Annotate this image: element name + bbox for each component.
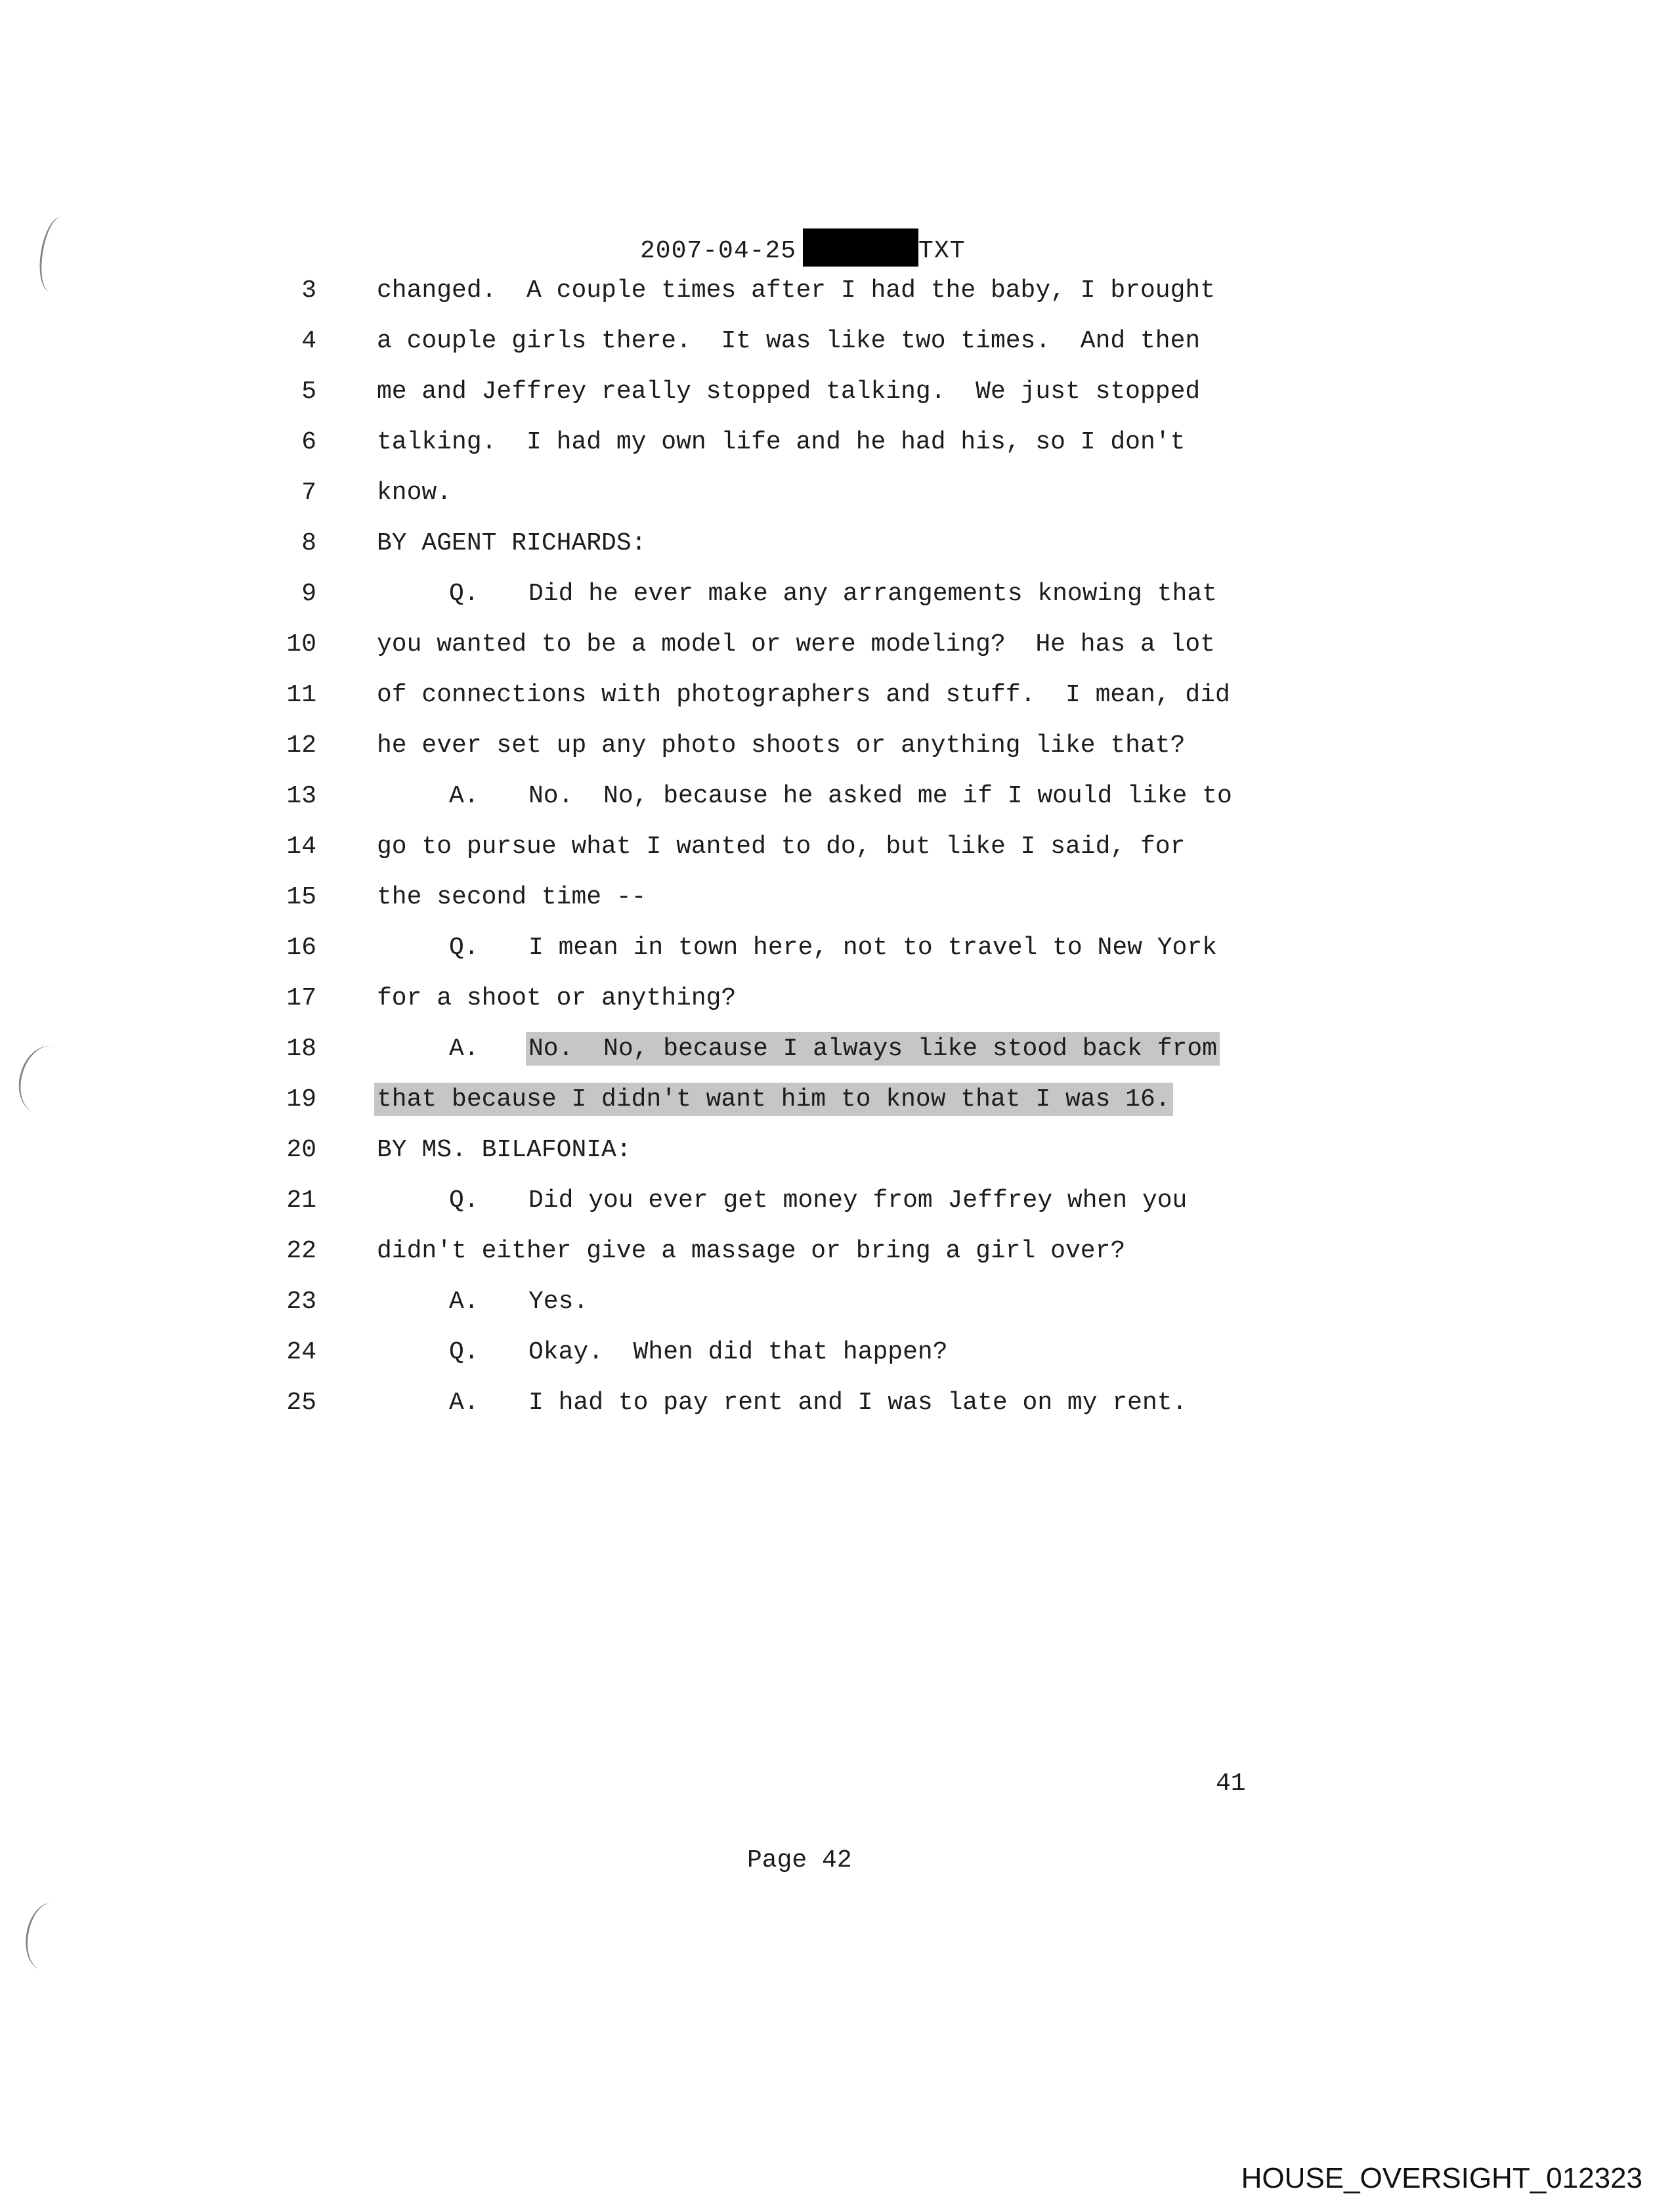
qa-prefix: A. bbox=[449, 1389, 479, 1417]
qa-prefix: Q. bbox=[449, 580, 479, 608]
line-text: changed. A couple times after I had the baby, I brought bbox=[377, 276, 1216, 305]
line-number: 16 bbox=[286, 934, 316, 962]
line-text: I mean in town here, not to travel to New York bbox=[528, 934, 1217, 962]
line-number: 9 bbox=[301, 580, 316, 608]
scan-artifact-middle bbox=[11, 1040, 78, 1120]
line-number: 3 bbox=[301, 276, 316, 305]
transcript-line bbox=[276, 417, 1457, 467]
line-text: a couple girls there. It was like two times. And then bbox=[377, 327, 1201, 355]
transcript-line bbox=[276, 1175, 1457, 1226]
transcript-line bbox=[276, 265, 1457, 316]
scan-artifact-top bbox=[35, 215, 76, 294]
line-number: 23 bbox=[286, 1288, 316, 1316]
line-text: I had to pay rent and I was late on my rent. bbox=[528, 1389, 1188, 1417]
line-text: of connections with photographers and stuff. I mean, did bbox=[377, 681, 1230, 709]
qa-prefix: A. bbox=[449, 1035, 479, 1063]
line-content bbox=[377, 821, 1185, 872]
line-number: 19 bbox=[286, 1085, 316, 1114]
transcript-line bbox=[276, 1074, 1457, 1125]
line-content bbox=[377, 872, 646, 922]
scan-artifact-bottom bbox=[21, 1899, 73, 1972]
line-content bbox=[377, 771, 1232, 821]
line-content bbox=[377, 467, 452, 518]
line-number: 6 bbox=[301, 428, 316, 456]
transcript-line bbox=[276, 1226, 1457, 1276]
qa-prefix: Q. bbox=[449, 1338, 479, 1366]
line-number: 15 bbox=[286, 883, 316, 911]
line-content bbox=[377, 1327, 948, 1377]
line-content bbox=[377, 1377, 1187, 1428]
transcript-line bbox=[276, 366, 1457, 417]
line-number: 11 bbox=[286, 681, 316, 709]
line-text: go to pursue what I wanted to do, but like I said, for bbox=[377, 833, 1186, 861]
line-number: 14 bbox=[286, 833, 316, 861]
line-text: for a shoot or anything? bbox=[377, 984, 737, 1012]
line-content bbox=[377, 720, 1185, 771]
line-number: 10 bbox=[286, 630, 316, 659]
line-content bbox=[377, 922, 1217, 973]
transcript-line bbox=[276, 316, 1457, 366]
line-text: No. No, because he asked me if I would like to bbox=[528, 782, 1232, 810]
transcript-line bbox=[276, 1377, 1457, 1428]
line-text: Yes. bbox=[528, 1288, 589, 1316]
line-content bbox=[377, 1125, 632, 1175]
line-content bbox=[377, 1074, 1170, 1125]
transcript-line bbox=[276, 872, 1457, 922]
line-number: 20 bbox=[286, 1136, 316, 1164]
bates-number: HOUSE_OVERSIGHT_012323 bbox=[1241, 2162, 1642, 2194]
line-number: 7 bbox=[301, 479, 316, 507]
line-text: Did you ever get money from Jeffrey when you bbox=[528, 1186, 1188, 1215]
line-content bbox=[377, 316, 1200, 366]
transcript-line bbox=[276, 1125, 1457, 1175]
line-text: the second time -- bbox=[377, 883, 647, 911]
line-number: 21 bbox=[286, 1186, 316, 1215]
line-content bbox=[377, 569, 1217, 619]
line-number: 13 bbox=[286, 782, 316, 810]
line-number: 22 bbox=[286, 1237, 316, 1265]
transcript-line bbox=[276, 771, 1457, 821]
line-content bbox=[377, 265, 1215, 316]
page-label: Page 42 bbox=[747, 1846, 852, 1875]
line-text: he ever set up any photo shoots or anything like that? bbox=[377, 731, 1186, 760]
line-number: 4 bbox=[301, 327, 316, 355]
transcript-line bbox=[276, 1024, 1457, 1074]
line-content bbox=[377, 670, 1230, 720]
transcript-line bbox=[276, 569, 1457, 619]
line-content bbox=[377, 417, 1185, 467]
line-text: you wanted to be a model or were modeling? He has a lot bbox=[377, 630, 1216, 659]
transcript-line bbox=[276, 1327, 1457, 1377]
redaction-box bbox=[803, 228, 918, 267]
line-number: 17 bbox=[286, 984, 316, 1012]
transcript-line bbox=[276, 1276, 1457, 1327]
line-content bbox=[377, 1024, 1217, 1074]
transcript-line bbox=[276, 922, 1457, 973]
line-content bbox=[377, 366, 1200, 417]
transcript-line bbox=[276, 467, 1457, 518]
line-content bbox=[377, 1276, 588, 1327]
line-number: 8 bbox=[301, 529, 316, 557]
header-date: 2007-04-25 bbox=[640, 237, 797, 265]
qa-prefix: Q. bbox=[449, 934, 479, 962]
transcript-line bbox=[276, 821, 1457, 872]
line-number: 12 bbox=[286, 731, 316, 760]
line-number: 5 bbox=[301, 378, 316, 406]
line-text: that because I didn't want him to know that I was 16. bbox=[377, 1085, 1170, 1114]
transcript-line bbox=[276, 720, 1457, 771]
document-header bbox=[640, 228, 965, 267]
line-content bbox=[377, 518, 646, 569]
line-number: 24 bbox=[286, 1338, 316, 1366]
line-text: didn't either give a massage or bring a girl over? bbox=[377, 1237, 1126, 1265]
qa-prefix: Q. bbox=[449, 1186, 479, 1215]
line-text: Did he ever make any arrangements knowing that bbox=[528, 580, 1217, 608]
line-text: me and Jeffrey really stopped talking. We just stopped bbox=[377, 378, 1201, 406]
line-text: BY AGENT RICHARDS: bbox=[377, 529, 647, 557]
line-content bbox=[377, 1175, 1187, 1226]
page-number-upper: 41 bbox=[1216, 1769, 1246, 1798]
transcript-line bbox=[276, 619, 1457, 670]
transcript-line bbox=[276, 670, 1457, 720]
line-text: know. bbox=[377, 479, 452, 507]
transcript-line bbox=[276, 518, 1457, 569]
qa-prefix: A. bbox=[449, 782, 479, 810]
line-text: BY MS. BILAFONIA: bbox=[377, 1136, 632, 1164]
line-number: 25 bbox=[286, 1389, 316, 1417]
line-number: 18 bbox=[286, 1035, 316, 1063]
transcript-line bbox=[276, 973, 1457, 1024]
qa-prefix: A. bbox=[449, 1288, 479, 1316]
header-suffix: TXT bbox=[918, 237, 966, 265]
line-text: Okay. When did that happen? bbox=[528, 1338, 948, 1366]
line-content bbox=[377, 973, 736, 1024]
transcript-body bbox=[276, 265, 1457, 1428]
line-text: No. No, because I always like stood back from bbox=[528, 1035, 1217, 1063]
line-text: talking. I had my own life and he had his, so I don't bbox=[377, 428, 1186, 456]
line-content bbox=[377, 619, 1215, 670]
line-content bbox=[377, 1226, 1125, 1276]
